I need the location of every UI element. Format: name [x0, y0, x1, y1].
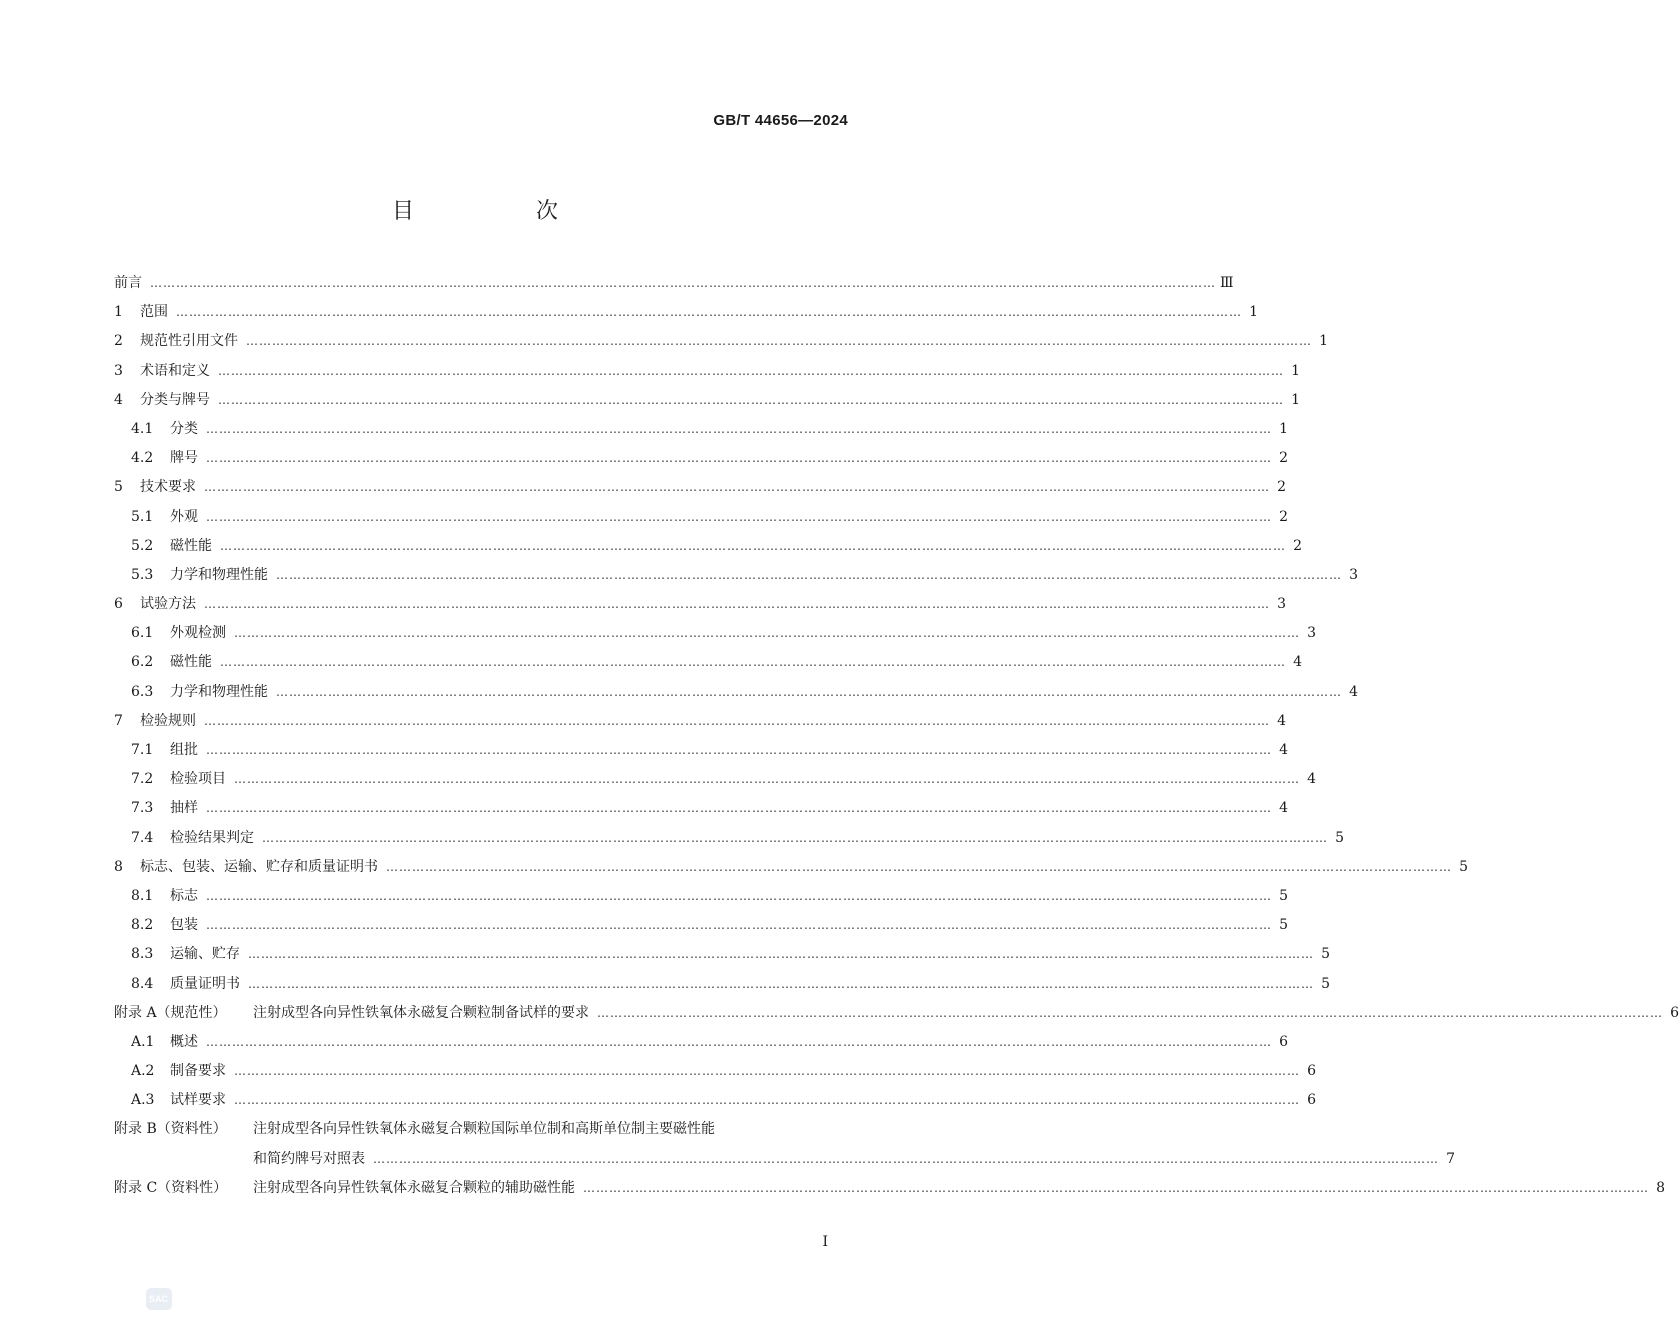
- toc-entry-page: 2: [1279, 450, 1288, 467]
- table-of-contents: [114, 269, 1679, 1203]
- toc-entry-page: 3: [1307, 625, 1316, 642]
- toc-subentry[interactable]: [114, 415, 1288, 444]
- toc-entry-label: 试样要求: [170, 1092, 226, 1109]
- toc-subentry[interactable]: [114, 648, 1302, 677]
- toc-entry-page: 2: [1279, 508, 1288, 525]
- leader-dots: [206, 444, 1272, 473]
- leader-dots: [176, 298, 1242, 327]
- toc-entry-label: 组批: [170, 742, 198, 758]
- toc-entry-number: 1: [114, 304, 123, 321]
- toc-entry-page: 5: [1279, 917, 1288, 934]
- toc-subentry[interactable]: [114, 503, 1288, 532]
- toc-entry-page: 4: [1349, 683, 1358, 700]
- toc-subentry[interactable]: [114, 678, 1358, 707]
- leader-dots: [234, 1057, 1300, 1086]
- toc-entry-page: 4: [1277, 712, 1286, 729]
- toc-entry-label: 外观检测: [170, 625, 226, 642]
- toc-entry[interactable]: [114, 327, 1328, 356]
- toc-subentry[interactable]: [114, 970, 1330, 999]
- toc-entry-page: 5: [1321, 975, 1330, 992]
- toc-entry-number: A.1: [131, 1033, 155, 1050]
- toc-entry-page: 6: [1279, 1033, 1288, 1050]
- leader-dots: [206, 911, 1272, 940]
- toc-entry-number: 8: [114, 858, 123, 875]
- toc-entry-label: 术语和定义: [140, 362, 210, 379]
- toc-entry-label: 注射成型各向异性铁氧体永磁复合颗粒的辅助磁性能: [253, 1179, 575, 1196]
- toc-entry-page: 4: [1293, 654, 1302, 671]
- toc-entry-page: 6: [1670, 1004, 1679, 1021]
- toc-entry-label: 标志: [170, 887, 198, 904]
- toc-subentry[interactable]: [114, 736, 1288, 765]
- leader-dots: [276, 561, 1342, 590]
- toc-entry-label: 抽样: [170, 800, 198, 817]
- toc-entry-label: 注射成型各向异性铁氧体永磁复合颗粒制备试样的要求: [253, 1004, 589, 1021]
- toc-subentry[interactable]: [114, 619, 1316, 648]
- leader-dots: [220, 648, 1286, 677]
- leader-dots: [248, 940, 1314, 969]
- toc-subentry[interactable]: [114, 765, 1316, 794]
- toc-entry-page: 7: [1446, 1150, 1455, 1167]
- toc-entry-number: 6.1: [131, 625, 154, 642]
- toc-entry-label: 牌号: [170, 450, 198, 467]
- leader-dots: [204, 590, 1270, 619]
- toc-entry-label: 检验项目: [170, 771, 226, 788]
- leader-dots: [246, 327, 1312, 356]
- leader-dots: [206, 736, 1272, 765]
- sac-watermark-logo: [146, 1288, 172, 1310]
- toc-entry-annex-b[interactable]: [114, 1115, 1455, 1173]
- toc-entry-number: 4.2: [131, 450, 154, 467]
- toc-entry[interactable]: [114, 590, 1286, 619]
- sac-logo-text: SAC: [149, 1294, 169, 1304]
- toc-entry-annex-a[interactable]: [114, 999, 1679, 1028]
- toc-entry-label: 力学和物理性能: [170, 566, 268, 583]
- toc-entry-page: 8: [1656, 1179, 1665, 1196]
- toc-entry-label: 运输、贮存: [170, 946, 240, 963]
- toc-entry-page: Ⅲ: [1220, 275, 1234, 291]
- toc-entry-number: 5.2: [131, 537, 154, 554]
- toc-subentry[interactable]: [114, 794, 1288, 823]
- toc-annex-label: 附录 B（资料性）: [114, 1121, 227, 1138]
- toc-entry-number: 8.1: [131, 887, 154, 904]
- leader-dots: [206, 415, 1272, 444]
- toc-entry[interactable]: [114, 386, 1300, 415]
- toc-title: 目 次: [391, 199, 608, 224]
- toc-entry[interactable]: [114, 707, 1286, 736]
- toc-entry-number: 8.3: [131, 946, 154, 963]
- toc-subentry[interactable]: [114, 561, 1358, 590]
- toc-subentry[interactable]: [114, 1028, 1288, 1057]
- toc-entry-number: 5.1: [131, 508, 154, 525]
- leader-dots: [386, 853, 1452, 882]
- toc-entry-label: 概述: [170, 1033, 198, 1050]
- toc-annex-label: 附录 A（规范性）: [114, 1004, 227, 1021]
- toc-entry-number: 8.2: [131, 917, 154, 934]
- toc-entry-foreword[interactable]: [114, 269, 1234, 298]
- toc-entry-number: 5: [114, 479, 123, 496]
- leader-dots: [204, 473, 1270, 502]
- toc-entry[interactable]: [114, 298, 1258, 327]
- leader-dots: [373, 1145, 1439, 1174]
- toc-entry-label: 分类: [170, 420, 198, 437]
- toc-entry-number: 6.2: [131, 654, 154, 671]
- leader-dots: [234, 619, 1300, 648]
- leader-dots: [220, 532, 1286, 561]
- toc-entry-number: 8.4: [131, 975, 154, 992]
- toc-entry-label: 制备要求: [170, 1063, 226, 1080]
- toc-entry-label: 磁性能: [170, 537, 212, 554]
- toc-entry-number: 6.3: [131, 683, 154, 700]
- toc-entry-label: 外观: [170, 508, 198, 525]
- toc-entry-number: 6: [114, 596, 123, 613]
- toc-entry-number: A.2: [131, 1063, 155, 1080]
- leader-dots: [206, 1028, 1272, 1057]
- toc-entry[interactable]: [114, 473, 1286, 502]
- toc-entry-number: 7.2: [131, 771, 154, 788]
- toc-entry-label: 检验规则: [140, 712, 196, 729]
- leader-dots: [218, 357, 1284, 386]
- toc-entry-number: 2: [114, 333, 123, 350]
- toc-entry-label: 磁性能: [170, 654, 212, 671]
- leader-dots: [206, 794, 1272, 823]
- standard-code: GB/T 44656—2024: [713, 112, 848, 129]
- toc-entry-page: 4: [1279, 742, 1288, 758]
- leader-dots: [262, 824, 1328, 853]
- toc-annex-label: 附录 C（资料性）: [114, 1179, 228, 1196]
- leader-dots: [597, 999, 1663, 1028]
- toc-entry-label: 范围: [140, 304, 168, 321]
- toc-entry-label: 检验结果判定: [170, 829, 254, 846]
- toc-subentry[interactable]: [114, 444, 1288, 473]
- leader-dots: [234, 1086, 1300, 1115]
- toc-entry-number: 7.4: [131, 829, 154, 846]
- toc-entry-page: 5: [1321, 946, 1330, 963]
- toc-entry-page: 1: [1291, 391, 1300, 408]
- toc-entry-label: 标志、包装、运输、贮存和质量证明书: [140, 858, 378, 875]
- toc-entry-wrapped-label: [253, 1115, 1455, 1173]
- toc-entry-label: 注射成型各向异性铁氧体永磁复合颗粒国际单位制和高斯单位制主要磁性能: [253, 1121, 715, 1138]
- page-number: I: [822, 1234, 828, 1250]
- toc-entry-page: 4: [1279, 800, 1288, 817]
- toc-entry-label: 包装: [170, 917, 198, 934]
- toc-entry-page: 2: [1293, 537, 1302, 554]
- toc-entry-page: 3: [1277, 596, 1286, 613]
- toc-entry-label: 规范性引用文件: [140, 333, 238, 350]
- toc-entry-number: 3: [114, 362, 123, 379]
- toc-entry-page: 6: [1307, 1092, 1316, 1109]
- toc-entry-number: 7: [114, 712, 123, 729]
- toc-entry-page: 5: [1459, 858, 1468, 875]
- toc-entry-number: 5.3: [131, 566, 154, 583]
- toc-subentry[interactable]: [114, 1057, 1316, 1086]
- toc-subentry[interactable]: [114, 911, 1288, 940]
- leader-dots: [276, 678, 1342, 707]
- toc-entry-number: 7.3: [131, 800, 154, 817]
- toc-subentry[interactable]: [114, 1086, 1316, 1115]
- toc-subentry[interactable]: [114, 882, 1288, 911]
- toc-entry-label: 前言: [114, 275, 142, 291]
- toc-entry-label-continued: 和简约牌号对照表: [253, 1150, 365, 1167]
- toc-entry-number: A.3: [131, 1092, 155, 1109]
- toc-entry-number: 7.1: [131, 742, 154, 758]
- toc-entry-label: 试验方法: [140, 596, 196, 613]
- toc-entry-page: 4: [1307, 771, 1316, 788]
- toc-subentry[interactable]: [114, 940, 1330, 969]
- toc-entry-page: 1: [1291, 362, 1300, 379]
- toc-entry-number: 4: [114, 391, 123, 408]
- toc-entry[interactable]: [114, 853, 1468, 882]
- toc-entry-page: 1: [1249, 304, 1258, 321]
- toc-subentry[interactable]: [114, 532, 1302, 561]
- leader-dots: [204, 707, 1270, 736]
- toc-entry[interactable]: [114, 357, 1300, 386]
- toc-entry-annex-c[interactable]: [114, 1174, 1665, 1203]
- toc-entry-label: 力学和物理性能: [170, 683, 268, 700]
- leader-dots: [218, 386, 1284, 415]
- leader-dots: [248, 970, 1314, 999]
- leader-dots: [206, 503, 1272, 532]
- toc-entry-page: 5: [1279, 887, 1288, 904]
- leader-dots: [234, 765, 1300, 794]
- toc-entry-page: 1: [1319, 333, 1328, 350]
- toc-entry-page: 3: [1349, 566, 1358, 583]
- leader-dots: [150, 269, 1216, 298]
- toc-entry-label: 技术要求: [140, 479, 196, 496]
- toc-entry-page: 6: [1307, 1063, 1316, 1080]
- leader-dots: [583, 1174, 1649, 1203]
- toc-entry-page: 2: [1277, 479, 1286, 496]
- leader-dots: [206, 882, 1272, 911]
- toc-entry-number: 4.1: [131, 420, 154, 437]
- toc-subentry[interactable]: [114, 824, 1344, 853]
- toc-entry-label: 分类与牌号: [140, 391, 210, 408]
- toc-entry-page: 1: [1279, 420, 1288, 437]
- toc-entry-page: 5: [1335, 829, 1344, 846]
- toc-entry-label: 质量证明书: [170, 975, 240, 992]
